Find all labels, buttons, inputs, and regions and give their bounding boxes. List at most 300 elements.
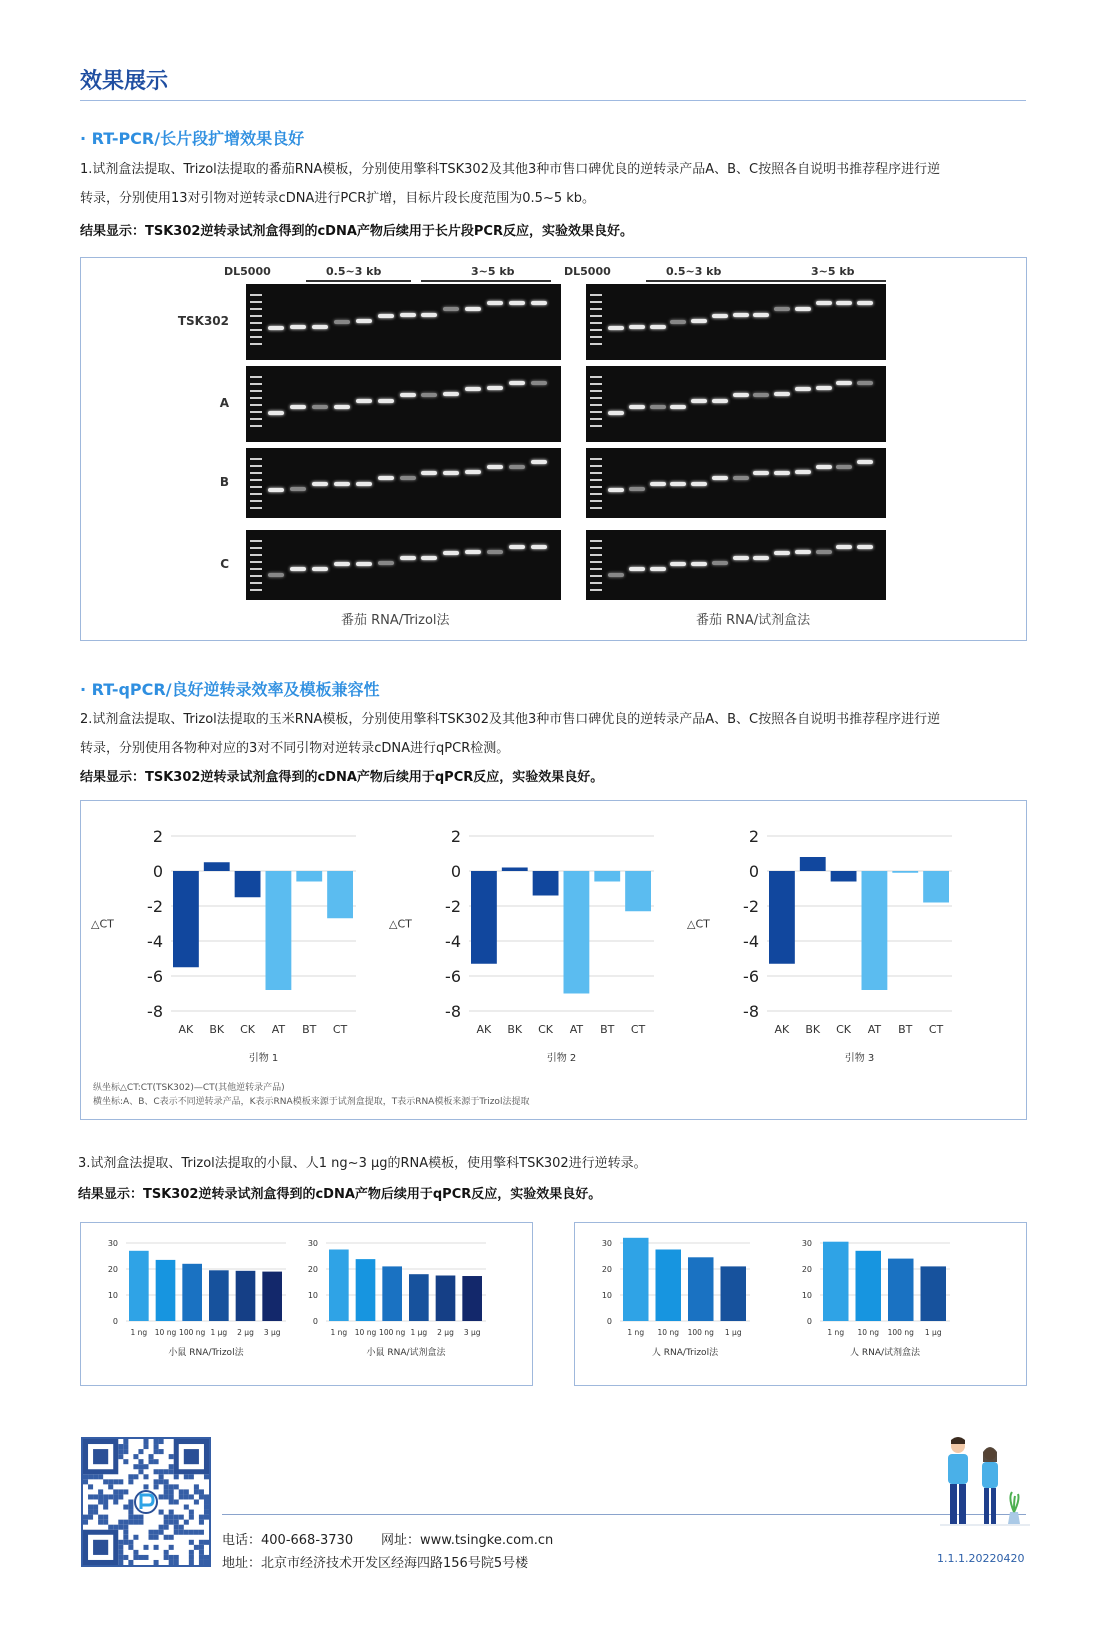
bar <box>436 1276 456 1322</box>
qr-module <box>118 1444 123 1449</box>
qr-module <box>169 1499 174 1504</box>
qr-module <box>159 1525 164 1530</box>
qr-module <box>199 1555 204 1560</box>
y-tick-label: 20 <box>801 1265 812 1274</box>
x-tick-label: BT <box>898 1023 913 1036</box>
gel-band <box>378 314 394 318</box>
y-tick-label: 2 <box>748 827 759 846</box>
gel-ladder-band <box>590 397 602 399</box>
gel-band <box>443 471 459 475</box>
qr-module <box>174 1525 179 1530</box>
gel-band <box>629 567 645 571</box>
human-ct-charts <box>575 1223 1026 1385</box>
gel-band <box>421 393 437 397</box>
x-tick-label: AT <box>569 1023 584 1036</box>
qr-module <box>169 1489 174 1494</box>
qr-module <box>164 1479 169 1484</box>
qr-module <box>204 1505 209 1510</box>
gel-ladder-band <box>250 301 262 303</box>
gel-band <box>836 381 852 385</box>
gel-band <box>816 386 832 390</box>
qr-module <box>199 1545 204 1550</box>
mouse-ct-charts <box>81 1223 532 1385</box>
footer-phone: 电话：400-668-3730 <box>222 1533 354 1548</box>
qr-module <box>194 1484 199 1489</box>
qr-module <box>179 1530 184 1535</box>
gel-band <box>487 386 503 390</box>
qr-module <box>164 1484 169 1489</box>
section3-paragraph: 3.试剂盒法提取、Trizol法提取的小鼠、人1 ng~3 μg的RNA模板，使用擎科TSK302进行逆转录。 <box>78 1156 647 1171</box>
bar <box>329 1250 349 1322</box>
qr-module <box>113 1489 118 1494</box>
gel-ladder-band <box>590 376 602 378</box>
x-tick-label: 10 ng <box>857 1328 879 1337</box>
gel-band <box>400 313 416 317</box>
qr-module <box>154 1469 159 1474</box>
gel-band <box>290 325 306 329</box>
gel-band <box>733 476 749 480</box>
qr-module <box>189 1515 194 1520</box>
gel-band <box>312 405 328 409</box>
gel-band <box>608 573 624 577</box>
bar <box>462 1276 482 1321</box>
y-tick-label: 30 <box>601 1239 612 1248</box>
qr-module <box>108 1479 113 1484</box>
person1-leg-right <box>959 1484 966 1524</box>
qr-module <box>204 1474 209 1479</box>
x-axis-label: 引物 3 <box>844 1053 875 1064</box>
gel-band <box>421 471 437 475</box>
plant-leaves <box>1010 1492 1018 1512</box>
y-axis-label: △CT <box>687 917 710 931</box>
qr-module <box>154 1449 159 1454</box>
qr-module <box>184 1474 189 1479</box>
qr-code[interactable] <box>81 1437 211 1567</box>
qr-module <box>98 1515 103 1520</box>
gel-band <box>312 325 328 329</box>
bar <box>236 1271 256 1321</box>
gel-band <box>629 325 645 329</box>
qr-module <box>93 1510 98 1515</box>
qr-module <box>123 1449 128 1454</box>
gel-band <box>795 307 811 311</box>
gel-band <box>691 562 707 566</box>
gel-ladder-band <box>250 390 262 392</box>
qr-module <box>189 1510 194 1515</box>
qr-module <box>98 1520 103 1525</box>
qr-finder-center <box>184 1449 199 1464</box>
bar <box>594 871 620 882</box>
qr-module <box>159 1510 164 1515</box>
person2-hair <box>983 1447 997 1462</box>
qr-module <box>83 1479 88 1484</box>
x-tick-label: AK <box>774 1023 790 1036</box>
gel-ladder-band <box>250 294 262 296</box>
x-tick-label: CK <box>538 1023 554 1036</box>
gel-figure <box>80 257 1027 641</box>
qr-module <box>138 1520 143 1525</box>
gel-range-label-2: 3~5 kb <box>811 265 855 278</box>
qr-module <box>113 1479 118 1484</box>
qr-module <box>164 1494 169 1499</box>
gel-ladder-band <box>590 486 602 488</box>
gel-band <box>857 460 873 464</box>
section1-para-line1: 1.试剂盒法提取、Trizol法提取的番茄RNA模板，分别使用擎科TSK302及其他3种市售口碑优良的逆转录产品A、B、C按照各自说明书推荐程序进行逆 <box>80 162 941 177</box>
gel-band <box>312 567 328 571</box>
qr-module <box>204 1494 209 1499</box>
qr-module <box>184 1489 189 1494</box>
qr-finder-center <box>93 1449 108 1464</box>
qr-module <box>88 1515 93 1520</box>
qr-module <box>184 1505 189 1510</box>
x-axis-label: 小鼠 RNA/试剂盒法 <box>366 1348 446 1358</box>
gel-ladder-band <box>250 397 262 399</box>
qr-module <box>133 1555 138 1560</box>
gel-ladder-band <box>250 561 262 563</box>
y-axis-label: △CT <box>389 917 412 931</box>
gel-band <box>290 567 306 571</box>
bar <box>156 1260 176 1321</box>
y-tick-label: -4 <box>445 932 461 951</box>
gel-band <box>795 387 811 391</box>
gel-band <box>733 393 749 397</box>
gel-band <box>443 392 459 396</box>
qr-module <box>88 1484 93 1489</box>
qr-module <box>133 1464 138 1469</box>
qr-module <box>194 1499 199 1504</box>
footer-divider <box>222 1514 1026 1515</box>
qr-module <box>113 1525 118 1530</box>
gel-band <box>465 470 481 474</box>
gel-ladder-band <box>590 294 602 296</box>
gel-band <box>290 405 306 409</box>
gel-panel <box>246 284 561 360</box>
bar <box>800 857 826 871</box>
x-tick-label: 1 ng <box>130 1328 148 1337</box>
y-tick-label: 2 <box>152 827 163 846</box>
section2-heading: · RT-qPCR/良好逆转录效率及模板兼容性 <box>80 680 380 699</box>
qr-module <box>159 1449 164 1454</box>
gel-ladder-band <box>250 486 262 488</box>
gel-band <box>400 556 416 560</box>
x-tick-label: 1 ng <box>330 1328 348 1337</box>
gel-ladder-band <box>590 343 602 345</box>
qr-module <box>194 1489 199 1494</box>
qr-module <box>143 1444 148 1449</box>
gel-range-label-2: 3~5 kb <box>471 265 515 278</box>
delta-ct-chart <box>687 827 952 1064</box>
gel-band <box>816 465 832 469</box>
qr-module <box>169 1494 174 1499</box>
person1-leg-left <box>950 1484 957 1524</box>
gel-panel <box>246 366 561 442</box>
qr-module <box>169 1469 174 1474</box>
qr-module <box>88 1494 93 1499</box>
y-tick-label: 10 <box>801 1291 812 1300</box>
section2-result: 结果显示：TSK302逆转录试剂盒得到的cDNA产物后续用于qPCR反应，实验效果良好。 <box>80 770 604 785</box>
x-axis-label: 人 RNA/试剂盒法 <box>849 1348 921 1358</box>
qr-module <box>128 1540 133 1545</box>
bar <box>688 1257 714 1321</box>
qr-module <box>128 1545 133 1550</box>
qr-module <box>118 1540 123 1545</box>
qr-module <box>159 1469 164 1474</box>
section3-result: 结果显示：TSK302逆转录试剂盒得到的cDNA产物后续用于qPCR反应，实验效果良好。 <box>78 1187 602 1202</box>
gel-ladder-band <box>590 575 602 577</box>
qr-module <box>118 1494 123 1499</box>
x-axis-label: 引物 1 <box>248 1053 279 1064</box>
y-tick-label: 10 <box>107 1291 118 1300</box>
gel-ladder-band <box>250 322 262 324</box>
bar <box>564 871 590 994</box>
qr-module <box>194 1545 199 1550</box>
x-tick-label: CT <box>928 1023 944 1036</box>
qr-module <box>118 1454 123 1459</box>
qr-module <box>128 1499 133 1504</box>
qr-module <box>174 1520 179 1525</box>
gel-band <box>268 573 284 577</box>
gel-band <box>400 393 416 397</box>
gel-band <box>421 313 437 317</box>
gel-band <box>443 307 459 311</box>
bar <box>625 871 651 911</box>
qr-module <box>169 1454 174 1459</box>
section1-heading: · RT-PCR/长片段扩增效果良好 <box>80 129 305 148</box>
qr-module <box>133 1550 138 1555</box>
gel-band <box>691 399 707 403</box>
y-tick-label: 0 <box>806 1317 812 1326</box>
qr-module <box>103 1494 108 1499</box>
gel-band <box>816 550 832 554</box>
gel-band <box>836 301 852 305</box>
qr-module <box>123 1444 128 1449</box>
note-y-axis: 纵坐标△CT:CT(TSK302)—CT(其他逆转录产品) <box>93 1083 285 1093</box>
qr-module <box>93 1494 98 1499</box>
qr-module <box>138 1459 143 1464</box>
gel-band <box>334 562 350 566</box>
x-tick-label: 1 μg <box>924 1328 942 1337</box>
section2-paragraph <box>80 705 1030 763</box>
gel-band <box>268 411 284 415</box>
gel-ladder-band <box>250 493 262 495</box>
qr-module <box>138 1469 143 1474</box>
qr-module <box>194 1530 199 1535</box>
human-rna-figure <box>574 1222 1027 1386</box>
qr-module <box>189 1560 194 1565</box>
qr-module <box>154 1439 159 1444</box>
bar <box>296 871 322 882</box>
gel-band <box>836 465 852 469</box>
x-tick-label: CT <box>630 1023 646 1036</box>
qr-module <box>123 1439 128 1444</box>
qr-module <box>189 1550 194 1555</box>
qr-module <box>184 1530 189 1535</box>
delta-ct-chart <box>389 827 654 1064</box>
delta-ct-charts <box>81 801 1026 1119</box>
section1-para-line2: 转录，分别使用13对引物对逆转录cDNA进行PCR扩增，目标片段长度范围为0.5~5 kb。 <box>80 191 596 206</box>
y-tick-label: -8 <box>445 1002 461 1021</box>
bar <box>856 1251 882 1321</box>
gel-band <box>509 301 525 305</box>
qr-module <box>103 1505 108 1510</box>
qr-module <box>88 1505 93 1510</box>
qr-module <box>159 1474 164 1479</box>
qr-module <box>98 1499 103 1504</box>
y-tick-label: -2 <box>147 897 163 916</box>
y-tick-label: 30 <box>307 1239 318 1248</box>
gel-ladder-band <box>250 568 262 570</box>
mouse-rna-figure <box>80 1222 533 1386</box>
y-tick-label: 0 <box>312 1317 318 1326</box>
gel-band <box>650 482 666 486</box>
gel-band <box>509 465 525 469</box>
qr-module <box>159 1494 164 1499</box>
bar <box>769 871 795 964</box>
qr-module <box>98 1494 103 1499</box>
bar <box>892 871 918 873</box>
gel-range-rule-2 <box>421 280 551 282</box>
ct-chart <box>108 1239 286 1358</box>
gel-band <box>268 488 284 492</box>
footer-address: 地址：北京市经济技术开发区经海四路156号院5号楼 <box>222 1556 529 1571</box>
qr-module <box>118 1489 123 1494</box>
gel-band <box>334 320 350 324</box>
gel-band <box>753 556 769 560</box>
y-axis-label: △CT <box>91 917 114 931</box>
qr-module <box>128 1510 133 1515</box>
gel-ladder-band <box>250 575 262 577</box>
gel-band <box>465 550 481 554</box>
qr-module <box>189 1474 194 1479</box>
bar <box>327 871 353 918</box>
gel-panel <box>586 366 886 442</box>
qr-module <box>133 1535 138 1540</box>
gel-band <box>465 387 481 391</box>
gel-band <box>509 381 525 385</box>
people-illustration <box>940 1436 1030 1536</box>
qr-module <box>169 1560 174 1565</box>
gel-ladder-band <box>250 336 262 338</box>
qr-module <box>98 1474 103 1479</box>
gel-ladder-band <box>590 390 602 392</box>
gel-ladder-band <box>590 479 602 481</box>
qr-module <box>118 1525 123 1530</box>
bar <box>209 1270 229 1321</box>
gel-ladder-band <box>590 589 602 591</box>
gel-caption: 番茄 RNA/试剂盒法 <box>696 613 811 628</box>
qr-finder-center <box>93 1540 108 1555</box>
qr-module <box>123 1459 128 1464</box>
gel-ladder-band <box>250 479 262 481</box>
x-tick-label: CK <box>240 1023 256 1036</box>
bar <box>502 868 528 872</box>
gel-ladder-band <box>590 301 602 303</box>
y-tick-label: 20 <box>601 1265 612 1274</box>
qr-module <box>128 1474 133 1479</box>
section2-para-line2: 转录，分别使用各物种对应的3对不同引物对逆转录cDNA进行qPCR检测。 <box>80 741 510 756</box>
gel-ladder-band <box>250 458 262 460</box>
bar <box>923 871 949 903</box>
qr-module <box>123 1530 128 1535</box>
gel-band <box>670 482 686 486</box>
bar <box>831 871 857 882</box>
x-axis-label: 引物 2 <box>546 1053 577 1064</box>
gel-ladder-band <box>590 540 602 542</box>
footer-website[interactable]: 网址：www.tsingke.com.cn <box>381 1533 554 1548</box>
qr-module <box>149 1535 154 1540</box>
gel-ladder-band <box>590 322 602 324</box>
gel-band <box>670 320 686 324</box>
qr-module <box>118 1449 123 1454</box>
qr-module <box>189 1540 194 1545</box>
person1-hair <box>951 1437 965 1444</box>
gel-band <box>608 411 624 415</box>
gel-row-label: C <box>220 557 229 571</box>
y-tick-label: -8 <box>743 1002 759 1021</box>
bar <box>173 871 199 967</box>
qr-module <box>133 1474 138 1479</box>
gel-band <box>857 545 873 549</box>
x-tick-label: 1 ng <box>827 1328 845 1337</box>
gel-band <box>531 545 547 549</box>
qr-module <box>179 1494 184 1499</box>
gel-band <box>509 545 525 549</box>
bar <box>266 871 292 990</box>
x-tick-label: BK <box>805 1023 821 1036</box>
gel-ladder-band <box>590 383 602 385</box>
y-tick-label: 2 <box>450 827 461 846</box>
gel-ladder-band <box>590 500 602 502</box>
qr-module <box>174 1555 179 1560</box>
qr-module <box>123 1555 128 1560</box>
qr-module <box>154 1444 159 1449</box>
x-tick-label: 3 μg <box>263 1328 281 1337</box>
bar <box>823 1242 849 1321</box>
qr-module <box>123 1505 128 1510</box>
gel-band <box>356 562 372 566</box>
gel-band <box>670 562 686 566</box>
person2-shirt <box>982 1462 998 1488</box>
x-tick-label: CT <box>332 1023 348 1036</box>
gel-band <box>836 545 852 549</box>
qr-module <box>204 1555 209 1560</box>
gel-caption: 番茄 RNA/Trizol法 <box>341 613 450 628</box>
qr-module <box>138 1449 143 1454</box>
y-tick-label: 0 <box>606 1317 612 1326</box>
qr-module <box>179 1515 184 1520</box>
qr-module <box>154 1545 159 1550</box>
gel-ladder-band <box>250 404 262 406</box>
y-tick-label: 30 <box>107 1239 118 1248</box>
gel-band <box>378 561 394 565</box>
bar <box>656 1250 682 1322</box>
gel-band <box>712 314 728 318</box>
qr-module <box>184 1520 189 1525</box>
y-tick-label: -4 <box>147 932 163 951</box>
gel-ladder-band <box>590 458 602 460</box>
qr-module <box>103 1515 108 1520</box>
qr-module <box>123 1520 128 1525</box>
qr-module <box>138 1515 143 1520</box>
qr-module <box>108 1484 113 1489</box>
gel-band <box>356 399 372 403</box>
qr-module <box>149 1530 154 1535</box>
y-tick-label: 10 <box>307 1291 318 1300</box>
gel-ladder-band <box>250 554 262 556</box>
gel-ladder-band <box>590 493 602 495</box>
gel-ladder-band <box>590 425 602 427</box>
qr-module <box>143 1439 148 1444</box>
